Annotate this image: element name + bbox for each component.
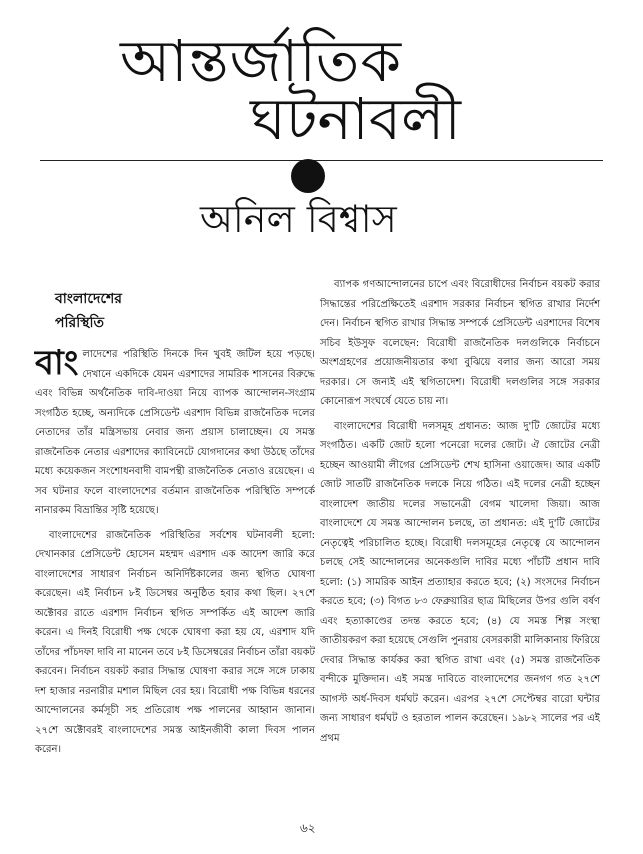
right-column <box>320 275 600 753</box>
section-heading <box>55 287 315 335</box>
right-paragraph-2: বাংলাদেশের বিরোধী দলসমূহ প্রধানত: আজ দু'টি জোটের মধ্যে সংগঠিত। একটি জোট হলো পনেরো দলের জোট। ঐ জোটের নেত্রী হচ্ছেন আওয়ামী লীগের প্রেসিডেন্ট শেখ হাসিনা ওয়াজেদ। আর একটি জোট সাতটি রাজনৈতিক দলকে নিয়ে গঠিত। এই দলের নেত্রী হচ্ছেন বাংলাদেশ জাতীয় দলের সভানেত্রী বেগম খালেদা জিয়া। আজ বাংলাদেশে যে সমস্ত আন্দোলন চলছে, তা প্রধানত: এই দু'টি জোটের নেতৃত্বেই পরিচালিত হচ্ছে। বিরোধী দলসমূহের নেতৃত্বে যে আন্দোলন চলছে সেই আন্দোলনের অনেকগুলি দাবির মধ্যে পাঁচটি প্রধান দাবি হলো: (১) সামরিক আইন প্রত্যাহার করতে হবে; (২) সংসদের নির্বাচন করতে হবে; (৩) বিগত ৮৩ ফেব্রুয়ারির ছাত্র মিছিলের উপর গুলি বর্ষণ এবং হত্যাকাণ্ডের তদন্ত করতে হবে; (৪) যে সমস্ত শিল্প সংস্থা জাতীয়করণ করা হয়েছে সেগুলি পুনরায় বেসরকারী মালিকানায় ফিরিয়ে দেবার সিদ্ধান্ত কার্যকর করা স্থগিত রাখা এবং (৫) সমস্ত রাজনৈতিক বন্দীকে মুক্তিদান। এই সমস্ত দাবিতে বাংলাদেশের জনগণ গত ২৭শে আগস্ট অর্ধ-দিবস ধর্মঘট করেন। এরপর ২৭শে সেপ্টেম্বর বারো ঘন্টার জন্য সাধারণ ধর্মঘট ও হরতাল পালন করেছেন। ১৯৮২ সালের পর এই প্রথম <box>320 420 600 744</box>
author-name: অনিল বিশ্বাস <box>200 197 397 241</box>
left-paragraph-2: বাংলাদেশের রাজনৈতিক পরিস্থিতির সর্বশেষ ঘটনাবলী হলো: দেখানকার প্রেসিডেন্ট হোসেন মহম্মদ এরশাদ এক আদেশ জারি করে বাংলাদেশের সাধারণ নির্বাচন অনির্দিষ্টকালের জন্য স্থগিত ঘোষণা করেছেন। এই নির্বাচন ৮ই ডিসেম্বর অনুষ্ঠিত হবার কথা ছিল। ২৭শে অক্টোবর রাতে এরশাদ নির্বাচন স্থগিত সম্পর্কিত এই আদেশ জারি করেন। এ দিনই বিরোধী পক্ষ থেকে ঘোষণা করা হয় যে, এরশাদ যদি তাঁদের পাঁচদফা দাবি না মানেন তবে ৮ই ডিসেম্বরের নির্বাচন তাঁরা বয়কট করবেন। নির্বাচন বয়কট করার সিদ্ধান্ত ঘোষণা করার সঙ্গে সঙ্গে ঢাকায় দশ হাজার নরনারীর মশাল মিছিল বের হয়। বিরোধী পক্ষ বিভিন্ন ধরনের আন্দোলনের কর্মসূচী সহ প্রতিরোধ পক্ষ পালনের আহ্বান জানান। ২৭শে অক্টোবরই বাংলাদেশের সমস্ত আইনজীবী কালা দিবস পালন করেন। <box>35 529 315 755</box>
section-heading-line-2: পরিস্থিতি <box>55 315 104 331</box>
drop-cap: বাং <box>35 343 79 383</box>
left-paragraph-1 <box>35 345 315 521</box>
title-line-2: ঘটনাবলী <box>250 85 461 153</box>
right-paragraph-1: ব্যাপক গণআন্দোলনের চাপে এবং বিরোধীদের নির্বাচন বয়কট করার সিদ্ধান্তের পরিপ্রেক্ষিতেই এরশাদ সরকার নির্বাচন স্থগিত রাখার নির্দেশ দেন। নির্বাচন স্থগিত রাখার সিদ্ধান্ত সম্পর্কে প্রেসিডেন্ট এরশাদের বিশেষ সচিব ইউসুফ বলেছেন: বিরোধী রাজনৈতিক দলগুলিকে নির্বাচনে অংশগ্রহণের প্রয়োজনীয়তার কথা বুঝিয়ে বলার জন্য আরো সময় দরকার। সে জন্যই এই স্থগিতাদেশ। বিরোধী দলগুলির সঙ্গে সরকার কোনোরূপ সংঘর্ষে যেতে চায় না। <box>320 279 600 407</box>
left-column <box>35 275 315 765</box>
left-paragraph-1-text: লাদেশের পরিস্থিতি দিনকে দিন খুবই জটিল হয়ে পড়ছে। দেখানে একদিকে যেমন এরশাদের সামরিক শাসনের বিরুদ্ধে এবং বিভিন্ন অর্থনৈতিক দাবি-দাওয়া নিয়ে ব্যাপক আন্দোলন-সংগ্রাম সংগঠিত হচ্ছে, অন্যদিকে প্রেসিডেন্ট এরশাদ বিভিন্ন রাজনৈতিক দলের নেতাদের তাঁর মন্ত্রিসভায় নেবার জন্য প্রয়াস চালাচ্ছেন। যে সমস্ত রাজনৈতিক নেতার এরশাদের ক্যাবিনেটে যোগদানের কথা উঠছে তাঁদের মধ্যে কয়েকজন সংশোধনবাদী বামপন্থী রাজনৈতিক নেতাও রয়েছেন। এ সব ঘটনার ফলে বাংলাদেশের বর্তমান রাজনৈতিক পরিস্থিতি সম্পর্কে নানারকম বিভ্রান্তির সৃষ্টি হয়েছে। <box>35 349 315 516</box>
bullet-dot-icon <box>291 159 325 193</box>
section-heading-line-1: বাংলাদেশের <box>55 291 122 307</box>
page-number: ৬২ <box>300 821 316 835</box>
title-line-1: আন্তর্জাতিক <box>120 27 403 95</box>
title-divider <box>40 160 603 161</box>
